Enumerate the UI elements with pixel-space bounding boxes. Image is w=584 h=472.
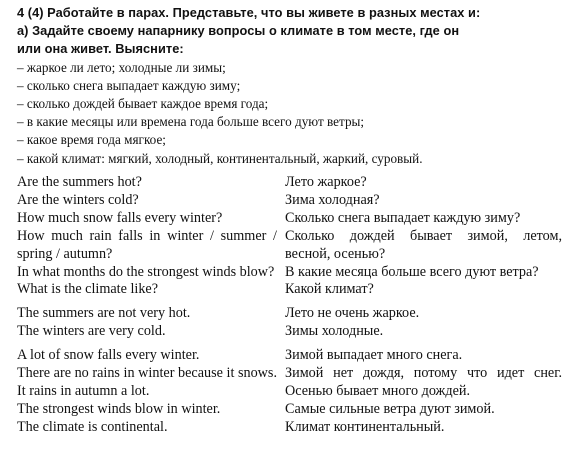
exercise-task [17,4,577,168]
russian-text: Зимой нет дождя, потому что идет снег. Осенью бывает много дождей. [285,365,562,399]
russian-text: Лето не очень жаркое. [285,305,420,322]
task-item: – какой климат: мягкий, холодный, континентальный, жаркий, суровый. [17,150,423,166]
russian-text: Сколько дождей бывает зимой, летом, весной, осенью? [285,227,562,262]
english-text: How much snow falls every winter? [17,209,223,226]
pair-row [17,228,584,264]
translation-pairs [17,174,584,437]
pair-row [17,419,584,437]
task-item: – какое время года мягкое; [17,132,166,148]
russian-text: Лето жаркое? [285,174,367,190]
task-item: – сколько снега выпадает каждую зиму; [17,77,241,93]
russian-text: Климат континентальный. [285,418,445,435]
english-text: A lot of snow falls every winter. [17,347,200,364]
pair-row [17,347,584,365]
pair-row [17,281,584,299]
russian-text: Какой климат? [285,281,374,298]
header-line: 4 (4) Работайте в парах. Представьте, что вы живете в разных местах и: [17,5,481,20]
english-text: There are no rains in winter because it snows. It rains in autumn a lot. [17,365,277,399]
english-text: Are the summers hot? [17,174,142,190]
task-item: – в какие месяцы или времена года больше всего дуют ветры; [17,114,365,130]
english-text: In what months do the strongest winds blow? [17,263,275,280]
english-text: The climate is continental. [17,418,168,435]
english-text: The winters are very cold. [17,323,166,340]
russian-text: Зимой выпадает много снега. [285,347,463,364]
pair-row [17,174,584,192]
pair-row [17,305,584,323]
pair-row [17,210,584,228]
english-text: What is the climate like? [17,281,159,298]
russian-text: Самые сильные ветра дуют зимой. [285,400,495,417]
header-line: а) Задайте своему напарнику вопросы о климате в том месте, где он [17,23,460,39]
russian-text: Сколько снега выпадает каждую зиму? [285,209,521,226]
english-text: How much rain falls in winter / summer / spring / autumn? [17,227,277,262]
pair-row [17,264,584,282]
header-line: или она живет. Выясните: [17,41,184,57]
pair-row [17,192,584,210]
task-item: – жаркое ли лето; холодные ли зимы; [17,59,226,75]
task-item: – сколько дождей бывает каждое время года; [17,96,269,112]
russian-text: Зима холодная? [285,191,380,208]
russian-text: Зимы холодные. [285,323,384,340]
russian-text: В какие месяца больше всего дуют ветра? [285,263,539,280]
english-text: Are the winters cold? [17,191,139,208]
english-text: The strongest winds blow in winter. [17,400,221,417]
pair-row [17,323,584,341]
english-text: The summers are not very hot. [17,305,191,322]
pair-row [17,401,584,419]
exercise-header [17,4,577,59]
pair-row [17,365,584,401]
